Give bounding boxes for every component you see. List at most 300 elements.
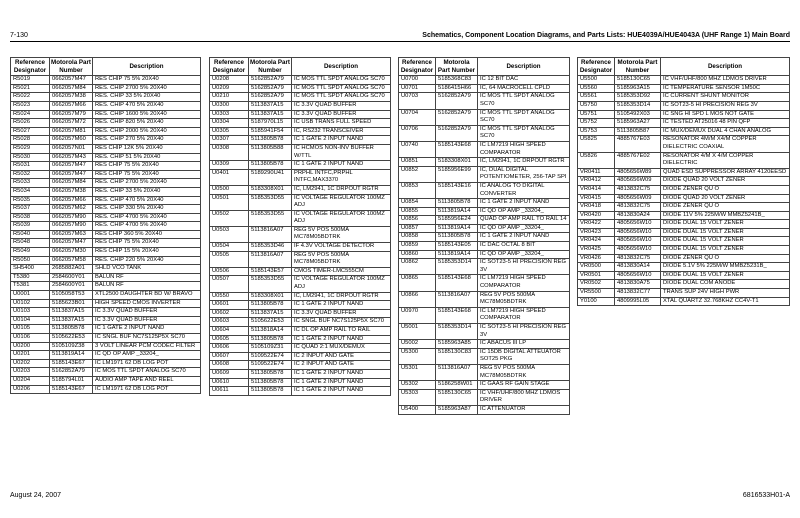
ref-designator: R5028 — [11, 136, 50, 145]
description: REG 5V POS 500MA MC78M05BDTRK — [292, 251, 391, 267]
part-number: 5185143E68 — [436, 275, 478, 291]
ref-designator: R5039 — [11, 222, 50, 231]
ref-designator: U0607 — [210, 352, 249, 361]
table-row — [11, 376, 201, 385]
table-row — [578, 119, 790, 128]
description: REG 5V POS 500MA MC78M05BDTRK — [478, 364, 570, 380]
part-number: 5185143E68 — [436, 307, 478, 323]
description: IC MOS TTL SPDT ANALOG SC70 — [478, 109, 570, 125]
table-row — [399, 364, 570, 380]
col-header-ref: Reference Designator — [11, 58, 50, 76]
description: IC LM7219 HIGH SPEED COMPARATOR — [478, 141, 570, 157]
description: DIODE ZENER QU O — [661, 185, 790, 194]
ref-designator: U0500 — [210, 185, 249, 194]
description: IC 1 GATE 2 INPUT NAND — [292, 335, 391, 344]
table-row — [11, 127, 201, 136]
col-header-pn: Motorola Part Number — [436, 58, 478, 76]
part-number: 5185130C65 — [615, 76, 661, 85]
part-number: 5185143E68 — [436, 141, 478, 157]
description: RES. CHIP 470 5% 20X40 — [93, 196, 201, 205]
part-number: 5162852A79 — [249, 93, 292, 102]
description: QUAD OP AMP RAIL TO RAIL 14 — [478, 216, 570, 225]
table-row — [11, 205, 201, 214]
ref-designator: U0856 — [399, 216, 436, 225]
table-row — [210, 361, 391, 370]
table-row — [210, 194, 391, 210]
table-row — [578, 152, 790, 168]
part-number: 5186415H66 — [436, 84, 478, 93]
ref-designator: U0204 — [11, 376, 50, 385]
ref-designator: R5021 — [11, 84, 50, 93]
part-number: 5105058T53 — [50, 291, 93, 300]
part-number: 4813832C77 — [615, 289, 661, 298]
table-row — [578, 203, 790, 212]
ref-designator: U0860 — [399, 250, 436, 259]
ref-designator: U0865 — [399, 275, 436, 291]
description: IC 3.3V QUAD BUFFER — [292, 309, 391, 318]
table-row — [399, 199, 570, 208]
table-row — [210, 378, 391, 387]
table-row — [11, 136, 201, 145]
part-number: 5185143E05 — [436, 242, 478, 251]
part-number: 4885767E03 — [615, 136, 661, 152]
table-row — [11, 273, 201, 282]
table-row — [578, 185, 790, 194]
description: IC MOS TTL SPDT ANALOG SC70 — [292, 84, 391, 93]
part-number: 5113837A15 — [249, 110, 292, 119]
part-number: 5183308X01 — [249, 185, 292, 194]
description: RES. CHIP 33 5% 20X40 — [93, 93, 201, 102]
table-row — [11, 187, 201, 196]
description: DIODE ZENER QU O — [661, 203, 790, 212]
table-row — [210, 335, 391, 344]
description: IC MUX/DEMUX DUAL 4 CHAN ANALOG — [661, 127, 790, 136]
ref-designator: U0609 — [210, 369, 249, 378]
part-number: 5162852A79 — [436, 93, 478, 109]
part-number: 5186258W01 — [436, 381, 478, 390]
col-header-desc: Description — [292, 58, 391, 76]
description: RES CHIP 360 5% 20X40 — [93, 230, 201, 239]
ref-designator: U5752 — [578, 119, 615, 128]
table-row — [11, 144, 201, 153]
ref-designator: U0202 — [11, 359, 50, 368]
description: IC ABACUS III LP — [478, 340, 570, 349]
table-row — [11, 248, 201, 257]
description: IC 2 INPUT AND GATE — [292, 352, 391, 361]
ref-designator: VR0412 — [578, 177, 615, 186]
description: BALUN RF — [93, 273, 201, 282]
ref-designator: U0209 — [210, 84, 249, 93]
ref-designator: R5027 — [11, 127, 50, 136]
ref-designator: U0700 — [399, 76, 436, 85]
col-header-desc: Description — [661, 58, 790, 76]
table-row — [11, 101, 201, 110]
part-number: 5113805B78 — [249, 387, 292, 396]
ref-designator: U0603 — [210, 318, 249, 327]
ref-designator: U5002 — [399, 340, 436, 349]
description: IC QD OP AMP _33204_ — [93, 351, 201, 360]
ref-designator: Y0100 — [578, 297, 615, 306]
ref-designator: R5024 — [11, 110, 50, 119]
ref-designator: R5030 — [11, 153, 50, 162]
part-number: 5113805B78 — [249, 369, 292, 378]
ref-designator: R5029 — [11, 144, 50, 153]
ref-designator: U0309 — [210, 161, 249, 170]
description: IC QD OP AMP _33204_ — [478, 250, 570, 259]
part-number: 5185143E67 — [50, 359, 93, 368]
table-row — [11, 153, 201, 162]
ref-designator: U0210 — [210, 93, 249, 102]
description: DIODE QUAD 20 VOLT ZENER — [661, 177, 790, 186]
table-row — [210, 251, 391, 267]
description: IC DL OP AMP RAIL TO RAIL — [292, 327, 391, 336]
footer-date: August 24, 2007 — [10, 492, 61, 499]
ref-designator: VR0422 — [578, 220, 615, 229]
part-number: 5109522E74 — [249, 352, 292, 361]
description: RES. CHIP 2700 5% 20X40 — [93, 84, 201, 93]
description: IC 15DB DIGITAL ATTEUATOR SOT25 PKG — [478, 348, 570, 364]
description: TRANS SUP 24V HIGH PWR — [661, 289, 790, 298]
ref-designator: U0106 — [11, 334, 50, 343]
part-number: 0662057M90 — [50, 222, 93, 231]
ref-designator: R5034 — [11, 187, 50, 196]
part-number: 4805656W89 — [615, 168, 661, 177]
ref-designator: U0001 — [11, 291, 50, 300]
ref-designator: U0704 — [399, 109, 436, 125]
part-number: 5185130C83 — [436, 348, 478, 364]
description: RES. CHIP 2000 5% 20X40 — [93, 127, 201, 136]
description: IC 2 INPUT AND GATE — [292, 361, 391, 370]
table-row — [11, 334, 201, 343]
table-row — [11, 213, 201, 222]
ref-designator: U0740 — [399, 141, 436, 157]
part-number: 5162852A79 — [249, 84, 292, 93]
ref-designator: VR0500 — [578, 263, 615, 272]
ref-designator: R5023 — [11, 101, 50, 110]
ref-designator: VR5500 — [578, 289, 615, 298]
description: IC 3.3V QUAD BUFFER — [93, 316, 201, 325]
part-number: 5113819A14 — [436, 224, 478, 233]
part-number: 5185794L01 — [50, 376, 93, 385]
description: IC LM7219 HIGH SPEED COMPARATOR — [478, 307, 570, 323]
table-row — [210, 292, 391, 301]
description: IC LM7219 HIGH SPEED COMPARATOR — [478, 275, 570, 291]
table-row — [578, 127, 790, 136]
ref-designator: U0605 — [210, 335, 249, 344]
description: PRPHL INTFC,PRPHL INTFC,MAX3370 — [292, 169, 391, 185]
description: IC, LM2941, 1C DRPOUT RGTR — [292, 185, 391, 194]
description: IC MOS TTL SPDT ANALOG SC70 — [478, 93, 570, 109]
table-row — [11, 162, 201, 171]
ref-designator: U0503 — [210, 226, 249, 242]
parts-table-2 — [209, 57, 391, 396]
part-number: 5185143E16 — [436, 182, 478, 198]
description: IC VHF/UHF/800 MHZ LDMOS DRIVER — [661, 76, 790, 85]
table-row — [210, 301, 391, 310]
ref-designator: U0506 — [210, 267, 249, 276]
ref-designator: T5381 — [11, 282, 50, 291]
col-header-ref: Reference Designator — [399, 58, 436, 76]
part-number: 5189290U41 — [249, 169, 292, 185]
ref-designator: VR0425 — [578, 246, 615, 255]
table-row — [11, 119, 201, 128]
table-row — [11, 291, 201, 300]
ref-designator: U0401 — [210, 169, 249, 185]
part-number: 5185353D14 — [615, 101, 661, 110]
page-title: Schematics, Component Location Diagrams, and Parts Lists: HUE4039A/HUE4043A (UHF Range 1) Main Board — [422, 32, 790, 39]
part-number: 5113837A15 — [50, 308, 93, 317]
part-number: 5105622E53 — [249, 318, 292, 327]
table-row — [11, 299, 201, 308]
description: IC SNG HI SPD L MOS NOT GATE — [661, 110, 790, 119]
ref-designator: R5019 — [11, 76, 50, 85]
table-row — [210, 110, 391, 119]
ref-designator: U0866 — [399, 291, 436, 307]
part-number: 5185143E67 — [50, 385, 93, 394]
table-row — [11, 222, 201, 231]
col-header-pn: Motorola Part Number — [249, 58, 292, 76]
table-row — [210, 387, 391, 396]
part-number: 5113816A07 — [249, 251, 292, 267]
ref-designator: U0851 — [399, 158, 436, 167]
ref-designator: U0304 — [210, 119, 249, 128]
ref-designator: VR0415 — [578, 194, 615, 203]
table-row — [11, 76, 201, 85]
table-row — [578, 101, 790, 110]
ref-designator: R5040 — [11, 230, 50, 239]
table-row — [399, 233, 570, 242]
table-row — [210, 318, 391, 327]
description: RES CHIP 12K 5% 20X40 — [93, 144, 201, 153]
table-row — [399, 109, 570, 125]
footer-doc-number: 6816533H01-A — [742, 492, 790, 499]
ref-designator: VR0424 — [578, 237, 615, 246]
description: IC DAC OCTAL 8 BIT — [478, 242, 570, 251]
part-number: 5185941F54 — [249, 127, 292, 136]
ref-designator: R5048 — [11, 239, 50, 248]
part-number: 0662057M47 — [50, 239, 93, 248]
ref-designator: U5500 — [578, 76, 615, 85]
table-row — [11, 93, 201, 102]
ref-designator: VR0502 — [578, 280, 615, 289]
part-number: 5113805B78 — [436, 233, 478, 242]
description: DIODE DUAL 15 VOLT ZENER — [661, 271, 790, 280]
description: RES CHIP 75 5% 20X40 — [93, 162, 201, 171]
part-number: 5113805B78 — [249, 161, 292, 170]
part-number: 5105109Z31 — [249, 344, 292, 353]
description: IC ANALOG TO DIGITAL CONVERTER — [478, 182, 570, 198]
description: 3 VOLT LINEAR PCM CODEC FILTER — [93, 342, 201, 351]
description: RES. CHIP 820 5% 20X40 — [93, 119, 201, 128]
table-row — [578, 194, 790, 203]
table-row — [399, 93, 570, 109]
part-number: 0662057M30 — [50, 248, 93, 257]
part-number: 5113816A07 — [436, 291, 478, 307]
part-number: 4805656W10 — [615, 271, 661, 280]
description: IC SOT23-5 HI PRECISION REG 3V — [478, 259, 570, 275]
table-row — [11, 316, 201, 325]
description: IC 1 GATE 2 INPUT NAND — [478, 233, 570, 242]
table-row — [11, 196, 201, 205]
table-row — [578, 297, 790, 306]
part-number: 5113805B88 — [249, 144, 292, 160]
description: IC 1 GATE 2 INPUT NAND — [292, 369, 391, 378]
description: DIODE ZENER QU O — [661, 254, 790, 263]
part-number: 4813832C75 — [615, 203, 661, 212]
ref-designator: R5031 — [11, 162, 50, 171]
ref-designator: T5380 — [11, 273, 50, 282]
table-row — [399, 141, 570, 157]
table-row — [399, 348, 570, 364]
part-number: 4805656W09 — [615, 194, 661, 203]
part-number: 5113805B78 — [249, 301, 292, 310]
table-row — [11, 359, 201, 368]
ref-designator: U0307 — [210, 136, 249, 145]
table-row — [11, 230, 201, 239]
ref-designator: U0507 — [210, 276, 249, 292]
table-row — [399, 207, 570, 216]
part-number: 5183308X01 — [436, 158, 478, 167]
part-number: 2584600Y01 — [50, 282, 93, 291]
part-number: 5113818A14 — [249, 327, 292, 336]
table-row — [210, 243, 391, 252]
ref-designator: U0102 — [11, 299, 50, 308]
ref-designator: U0200 — [11, 342, 50, 351]
table-row — [11, 308, 201, 317]
part-number: 0662057M66 — [50, 196, 93, 205]
parts-table-4 — [577, 57, 790, 306]
table-row — [210, 352, 391, 361]
part-number: 5105492X03 — [615, 110, 661, 119]
table-row — [399, 381, 570, 390]
part-number: 0662057M66 — [50, 101, 93, 110]
description: IC VOLTAGE REGULATOR 100MZ ADJ — [292, 194, 391, 210]
table-row — [578, 263, 790, 272]
ref-designator: R5022 — [11, 93, 50, 102]
ref-designator: U0853 — [399, 182, 436, 198]
ref-designator: U5753 — [578, 127, 615, 136]
table-row — [11, 179, 201, 188]
header-rule — [10, 41, 790, 42]
table-row — [11, 256, 201, 265]
table-row — [11, 84, 201, 93]
description: IC 3.3V QUAD BUFFER — [292, 101, 391, 110]
table-row — [11, 265, 201, 274]
part-number: 5185353D46 — [249, 243, 292, 252]
part-number: 5185353D55 — [249, 194, 292, 210]
table-row — [399, 259, 570, 275]
part-number: 5185353D92 — [615, 93, 661, 102]
ref-designator: U0854 — [399, 199, 436, 208]
description: IC 1 GATE 2 INPUT NAND — [93, 325, 201, 334]
ref-designator: U0203 — [11, 368, 50, 377]
part-number: 4805656W10 — [615, 220, 661, 229]
parts-table-3 — [398, 57, 570, 415]
description: IC 1 GATE 2 INPUT NAND — [292, 301, 391, 310]
table-row — [210, 127, 391, 136]
description: RES. CHIP 4700 5% 20X40 — [93, 213, 201, 222]
ref-designator: U5300 — [399, 348, 436, 364]
ref-designator: U0201 — [11, 351, 50, 360]
table-row — [578, 228, 790, 237]
table-row — [210, 309, 391, 318]
ref-designator: VR0420 — [578, 211, 615, 220]
part-number: 0662057M62 — [50, 205, 93, 214]
part-number: 5185353D14 — [436, 259, 478, 275]
ref-designator: U0852 — [399, 166, 436, 182]
table-row — [578, 177, 790, 186]
table-row — [399, 324, 570, 340]
description: IC SOT23-5 HI PRECISION REG 3V — [661, 101, 790, 110]
description: CMOS TIMER-LMC555CM — [292, 267, 391, 276]
description: RES. CHIP 1600 5% 20X40 — [93, 110, 201, 119]
description: IC MOS TTL SPDT ANALOG SC70 — [93, 368, 201, 377]
part-number: 5185956E99 — [436, 166, 478, 182]
description: IC TESTED AT25016 48 PIN QFP — [661, 119, 790, 128]
description: IF 4.3V VOLTAGE DETECTOR — [292, 243, 391, 252]
ref-designator: U0610 — [210, 378, 249, 387]
description: IC 1 GATE 2 INPUT NAND — [292, 161, 391, 170]
table-row — [399, 291, 570, 307]
description: IC 1 GATE 2 INPUT NAND — [292, 378, 391, 387]
table-row — [578, 136, 790, 152]
ref-designator: R5038 — [11, 213, 50, 222]
ref-designator: VR0414 — [578, 185, 615, 194]
part-number: 4805656W10 — [615, 228, 661, 237]
ref-designator: U0303 — [210, 110, 249, 119]
table-row — [399, 84, 570, 93]
part-number: 5185143E57 — [249, 267, 292, 276]
part-number: 5113805B78 — [50, 325, 93, 334]
ref-designator: U0504 — [210, 243, 249, 252]
part-number: 5109522E74 — [249, 361, 292, 370]
table-row — [210, 101, 391, 110]
part-number: 5162852A79 — [249, 76, 292, 85]
description: IC 12 BIT DAC — [478, 76, 570, 85]
part-number: 0662057M38 — [50, 187, 93, 196]
table-row — [578, 246, 790, 255]
part-number: 0662057M90 — [50, 213, 93, 222]
table-row — [210, 76, 391, 85]
description: RESONATOR 4/M X 4/M COPPER DIELECTRIC — [661, 152, 790, 168]
part-number: 5113819A14 — [436, 250, 478, 259]
ref-designator: VR0423 — [578, 228, 615, 237]
part-number: 5113819A14 — [50, 351, 93, 360]
table-row — [399, 216, 570, 225]
part-number: 5185963A27 — [615, 119, 661, 128]
ref-designator: U0601 — [210, 301, 249, 310]
description: IC SNGL BUF NC7S125P5X SC70 — [93, 334, 201, 343]
description: IC ATTENUATOR — [478, 405, 570, 414]
description: IC QD OP AMP _33204_ — [478, 224, 570, 233]
description: IC USB TRANS FULL SPEED — [292, 119, 391, 128]
table-row — [210, 210, 391, 226]
description: IC, DUAL DIGITAL POTENTIOMETER, 256-TAP SPI — [478, 166, 570, 182]
part-number: 5185623B01 — [50, 299, 93, 308]
part-number: 0662057M43 — [50, 153, 93, 162]
part-number: 0662057M81 — [50, 127, 93, 136]
description: XTAL QUARTZ 32.768KHZ CC4V-T1 — [661, 297, 790, 306]
ref-designator: U0862 — [399, 259, 436, 275]
part-number: 5113805B87 — [615, 127, 661, 136]
description: DIODE DUAL 15 VOLT ZENER — [661, 237, 790, 246]
ref-designator: U5001 — [399, 324, 436, 340]
ref-designator: U5750 — [578, 101, 615, 110]
description: IC, 64 MACROCELL CPLD — [478, 84, 570, 93]
description: IC 3.3V QUAD BUFFER — [93, 308, 201, 317]
table-row — [399, 250, 570, 259]
table-row — [210, 169, 391, 185]
